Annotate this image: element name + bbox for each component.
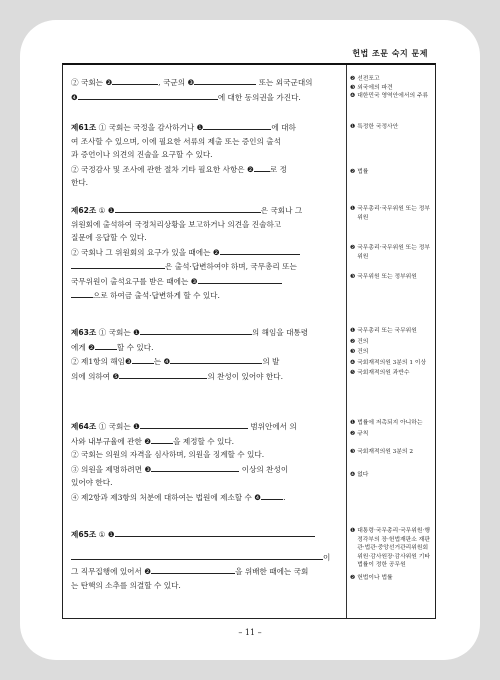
marker-2: ❷ xyxy=(144,567,152,576)
answer-item: ❸ 외국에의 파견 xyxy=(350,84,393,91)
blank-4 xyxy=(78,90,218,100)
marker-2: ❷ xyxy=(88,342,95,352)
marker-3: ❸ xyxy=(144,464,152,474)
blank-1 xyxy=(115,203,261,213)
blank-3 xyxy=(198,274,282,284)
article-63: 제63조 ① 국회는 ❶ 의 해임을 대통령 에게 ❷ 할 수 있다. ② 제1항의 해임❸ 는 ❹ 의 발 의에 의하여 ❺ 의 찬성이 있어야 한다. xyxy=(71,325,308,383)
article-62: 제62조 ① ❶ 은 국회나 그 위원회에 출석하여 국정처리상황을 보고하거나 의견을 진술하고 질문에 응답할 수 있다. ② 국회나 그 위원회의 요구가 있을 때에는 ❷ 은 출석·답변하여야 하며, 국무총리 또는 국무위원이 출석요구를 받은 때에는 ❸ 으로 하여금 출석·답변하게 할 수 있다. xyxy=(71,203,302,303)
article-number: 제63조 xyxy=(71,328,97,337)
blank-2 xyxy=(254,162,270,172)
blank-2 xyxy=(112,75,158,85)
answer-item: ❹ 대한민국 영역안에서의 주류 xyxy=(350,93,429,100)
marker-1: ❶ xyxy=(107,206,115,215)
answer-item: ❹ 없다 xyxy=(350,471,369,478)
article-64: 제64조 ① 국회는 ❶ 범위안에서 의 사와 내부규율에 관한 ❷ 을 제정할 수 있다. ② 국회는 의원의 자격을 심사하며, 의원을 징계할 수 있다. ③ 의원을 제명하려면 ❸ 이상의 찬성이 있어야 한다. ④ 제2항과 제3항의 처분에 대하여는 법원에 제소할 수 ❹ . xyxy=(71,419,297,504)
answer-item: ❹ 국회재적의원 3분의 1 이상 xyxy=(350,359,427,366)
answer-item: ❶ 특정한 국정사안 xyxy=(350,124,399,130)
answers-art65 xyxy=(350,527,432,583)
blank-3-cont xyxy=(71,288,93,298)
article-number: 제65조 xyxy=(71,530,97,539)
marker-3: ❸ xyxy=(187,78,195,87)
answer-item: ❷ 선전포고 xyxy=(350,76,380,82)
article-65: 제65조 ① ❶ 이 그 직무집행에 있어서 ❷ 을 위배한 때에는 국회 는 탄핵의 소추를 의결할 수 있다. xyxy=(71,527,330,592)
blank-2 xyxy=(220,245,300,255)
answer-item: ❷ 건의 xyxy=(350,338,369,345)
blank-3 xyxy=(194,75,256,85)
marker-1: ❶ xyxy=(133,422,140,431)
answer-item: ❶ 대통령·국무총리·국무위원·행정각부의 장·헌법재판소 재판관·법관·중앙선거관리위원회 위원·감사원장·감사위원 기타 법률이 정한 공무원 xyxy=(350,528,430,569)
blank-4 xyxy=(170,354,262,364)
answer-item: ❸ 국무위원 또는 정부위원 xyxy=(350,274,417,281)
blank-3 xyxy=(132,354,154,364)
marker-1: ❶ xyxy=(133,328,140,337)
answer-item: ❺ 국회재적의원 과반수 xyxy=(350,370,410,377)
blank-2 xyxy=(151,564,235,574)
blank-2-cont xyxy=(71,259,165,269)
blank-2 xyxy=(151,434,173,444)
answer-item: ❶ 국무총리·국무위원 또는 정부위원 xyxy=(350,206,430,221)
answers-block0 xyxy=(350,75,432,101)
article-number: 제64조 xyxy=(71,422,97,431)
article-60-part2: ② 국회는 ❷ , 국군의 ❸ 또는 외국군대의 ❹ 에 대한 동의권을 가진다. xyxy=(71,75,313,104)
marker-4: ❹ xyxy=(71,92,78,102)
article-number: 제62조 xyxy=(71,206,97,215)
page-number: – 11 – xyxy=(238,628,262,637)
marker-3: ❸ xyxy=(190,276,198,286)
content-frame xyxy=(62,63,436,619)
marker-4: ❹ xyxy=(163,357,171,366)
answers-art61 xyxy=(350,123,432,176)
marker-3: ❸ xyxy=(124,357,132,366)
marker-1: ❶ xyxy=(196,123,204,132)
blank-3 xyxy=(151,462,239,472)
marker-2: ❷ xyxy=(212,247,220,257)
marker-5: ❺ xyxy=(112,371,120,381)
answer-item: ❸ 국회재적의원 3분의 2 xyxy=(350,449,414,456)
answers-art64 xyxy=(350,419,432,479)
article-61: 제61조 ① 국회는 국정을 감사하거나 ❶ 에 대하 여 조사할 수 있으며, 이에 필요한 서류의 제출 또는 증인의 출석 과 증언이나 의견의 진술을 요구할 수 있다. ② 국정감사 및 조사에 관한 절차 기타 필요한 사항은 ❷ 로 정 한다. xyxy=(71,120,296,190)
answer-item: ❶ 국무총리 또는 국무위원 xyxy=(350,328,417,334)
column-divider xyxy=(346,65,347,618)
marker-4: ❹ xyxy=(254,492,262,502)
answer-item: ❷ 헌법이나 법률 xyxy=(350,574,393,581)
blank-4 xyxy=(261,490,283,500)
answer-item: ❶ 법률에 저촉되지 아니하는 xyxy=(350,420,423,426)
blank-1 xyxy=(203,120,271,130)
blank-1 xyxy=(115,527,315,537)
marker-2: ❷ xyxy=(105,78,113,87)
answer-item: ❷ 법률 xyxy=(350,168,369,175)
answer-item: ❷ 국무총리·국무위원 또는 정부위원 xyxy=(350,245,430,260)
marker-1: ❶ xyxy=(107,530,115,539)
blank-5 xyxy=(119,369,207,379)
blank-2 xyxy=(95,340,117,350)
answer-item: ❸ 건의 xyxy=(350,349,369,356)
article-number: 제61조 xyxy=(71,123,97,132)
answer-item: ❷ 규칙 xyxy=(350,430,369,437)
blank-1 xyxy=(140,325,252,335)
page-header: 헌법 조문 숙지 문제 xyxy=(352,49,428,58)
marker-2: ❷ xyxy=(247,164,254,174)
answers-art62 xyxy=(350,205,432,282)
blank-1-cont xyxy=(71,550,323,560)
answers-art63 xyxy=(350,327,432,378)
marker-2: ❷ xyxy=(144,436,152,446)
blank-1 xyxy=(140,419,248,429)
